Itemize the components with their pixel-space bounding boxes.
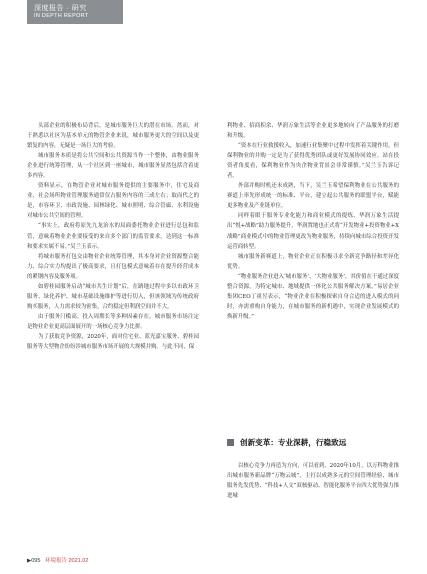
paragraph: 由于服务门槛高、投入周期长等多种因素存在，城市服务市场注定是物业企业更高层面展开的一场核心竞争力比拼。 [27,313,199,330]
section-title: 深度报告 · 研究 [34,5,87,12]
paragraph: “事实上，政府将原先九龙治水的局面委托物业企业进行总包和监管，意味着物业企业要接受的来自多个部门的监管要求，达到这一标准和要求实属不易。”吴兰玉表示。 [27,223,199,250]
paragraph: 城市服务本质是将公共空间和公共资源当作一个整体，由物业服务企业进行统筹管理，从一个社区到一座城市，城市服务显然包括含着更多内容。 [27,153,199,180]
right-bottom-column [227,461,399,501]
paragraph: 外部并购时机还未成熟，当下，吴兰玉希望保利物业在公共服务的赛道上率先形成统一的标准、平台，建立起公共服务的联盟平台，赋能更多物业及产业链单位。 [227,183,399,210]
paragraph: 同样着眼于服务专业化能力和商业模式的提炼，华润万象生活提出“悦+战略”助力服务提升，华润置地也正式将“开发物业+投资物业+X战略”商业模式中的物业管理更改为物业服务，持续向城市综合投资开发运营商转型。 [227,213,399,250]
section-subtitle: IN DEPTH REPORT [34,13,89,19]
paragraph: “物业服务企业进入‘城市服务’、‘大物业服务’，其价值在于通过深度整合资源，为特定城市、地域提供一体化公共服务解决方案。”易居企业集团CEO丁祖昱表示，“物业企业在积极探索自身合适的进入模式的同时，亦需重构自身能力，在城市服务的新机遇中，实现企业发展模式的焕新升级。” [227,273,399,320]
paragraph: 如碧桂园服务启动“城市共生计划”后，在路地过程中多以市政环卫服务、绿化养护、城市基础设施维护等进行切入，但该领域为传统政府购买服务，人力需求较为密集，合约稳定但利润空间并不大。 [27,283,199,310]
paragraph: 以核心竞争力再造为方向，可以看到，2020年10月，以万科物业推出城市服务新品牌“万物云城”，主打以成熟多元的空间管理经验、城市服务先发优势、“科技+人文”双核驱动、智能化服务平台四大优势强力推进城 [227,463,399,500]
section-heading-text: 创新变革：专业深耕，行稳致远 [240,437,347,447]
paragraph: 资料显示，在物管企业对城市服务提供的主要服务中，住宅及商业、社会场所物业管理服务通常仅占服务内容的三成左右；取而代之的是，市容环卫、市政设施、园林绿化、城市照明、综合管廊、水利设施对城市公共空间的管理。 [27,183,199,220]
paragraph: 头部企业的积极布局背后，是城市服务巨大的潜在市场。然而，对于熟悉以社区为基本单元的物管企业来说，城市服务更大的空间以及更繁复的内容，无疑是一场巨大的考验。 [27,123,199,150]
right-column [227,121,399,322]
paragraph: “资本在行业救援收入，加速行业集聚中过程中发挥着关键作用，但保利物业的并购一定是为了获得优秀团队或更好发展协同效应。站在投资者角度看，保利物业作为央企物业背景会非常谨慎。”吴兰玉告诉记者。 [227,143,399,180]
paragraph: 为了获取竞争资源，2020年，面对住宅业、蓝光嘉宝服务、碧桂园服务等大型物企纷纷涉城市服务市场开展的大规模并购。与此不同，保 [27,333,199,351]
heading-square-icon [227,439,234,446]
paragraph: 城市服务新赛道上，物业企业正在积极寻求全新竞争路径和差异化优势。 [227,253,399,270]
section-heading [227,435,399,449]
left-column [27,121,199,352]
page-footer [27,556,88,564]
paragraph: 利物业、招商积余、华润万象生活等企业更多地转向了产品服务的打磨和升级。 [227,123,399,140]
paragraph: 将城市服务打包交由物业企业统筹管理，其本身对企业资源整合能力、综合实力均提出了极高要求，且打包模式意味着存在提升经营成本的紧钢内容及服务项。 [27,253,199,280]
page-number: ▶095 [27,558,41,564]
section-tab [27,0,123,24]
publication-name: 环境报告 2021.02 [44,558,89,564]
